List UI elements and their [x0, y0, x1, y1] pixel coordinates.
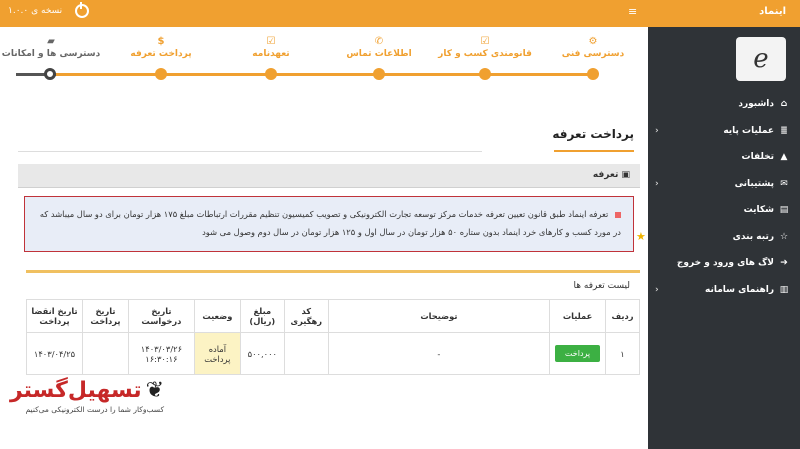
cell-pay-date — [83, 333, 129, 375]
tariff-alert — [24, 196, 634, 252]
step-dot — [587, 68, 599, 80]
step-technical-access[interactable] — [538, 36, 648, 59]
step-label: قانومندی کسب و کار — [438, 49, 532, 59]
cell-description: - — [328, 333, 549, 375]
cell-amount: ۵۰۰,۰۰۰ — [240, 333, 284, 375]
cell-status: آماده پرداخت — [194, 333, 240, 375]
table-row — [27, 333, 640, 375]
col-pay-date: تاریخ پرداخت — [83, 300, 129, 333]
cell-index: ۱ — [606, 333, 640, 375]
folder-icon: ▰ — [47, 36, 55, 47]
star-icon: ☆ — [779, 231, 789, 242]
sidebar-item-label: راهنمای سامانه — [705, 284, 774, 295]
panel-title-text: تعرفه — [592, 170, 619, 180]
sidebar-item-label: پشتیبانی — [734, 178, 774, 189]
chevron-left-icon: ‹ — [655, 125, 659, 136]
cell-expire-date: ۱۴۰۳/۰۴/۲۵ — [27, 333, 83, 375]
gears-icon: ⚙ — [588, 36, 598, 47]
col-tracking: کد رهگیری — [284, 300, 328, 333]
sidebar-item-label: عملیات پایه — [723, 125, 774, 136]
version-label — [8, 6, 62, 16]
cell-tracking — [284, 333, 328, 375]
step-business-legality[interactable] — [430, 36, 540, 59]
step-label: دسترسی ها و امکانات — [1, 49, 101, 59]
sidebar-item-ranking[interactable] — [636, 224, 800, 251]
sidebar-item-label: لاگ های ورود و خروج — [676, 258, 774, 269]
col-index: ردیف — [606, 300, 640, 333]
menu-icon[interactable]: ≡ — [628, 5, 638, 18]
step-label: اطلاعات تماس — [346, 49, 412, 59]
step-dot — [479, 68, 491, 80]
tariff-table — [26, 299, 640, 375]
bullet-icon — [615, 212, 621, 218]
col-actions: عملیات — [550, 300, 606, 333]
table-header-row — [27, 300, 640, 333]
step-label: تعهدنامه — [252, 49, 290, 59]
alert-line — [37, 205, 621, 223]
power-icon[interactable] — [75, 4, 89, 18]
col-amount: مبلغ (ریال) — [240, 300, 284, 333]
star-badge-icon: ★ — [636, 230, 646, 244]
step-dot — [155, 68, 167, 80]
step-access-features[interactable] — [0, 36, 106, 59]
step-dot — [373, 68, 385, 80]
warning-icon: ▲ — [780, 152, 788, 163]
version-text: نسخه ی ۱.۰.۰ — [8, 6, 63, 16]
checkbox-icon: ☑ — [266, 36, 276, 47]
tariff-list — [26, 270, 640, 374]
sidebar-item-system-guide[interactable] — [648, 277, 800, 304]
sidebar-item-label: رتبه بندی — [732, 231, 774, 242]
check-icon: ☑ — [480, 36, 490, 47]
money-icon: ▣ — [621, 170, 630, 180]
col-status: وضعیت — [194, 300, 240, 333]
request-date: ۱۴۰۳/۰۳/۲۶ — [140, 343, 183, 354]
tariff-panel-header — [18, 164, 640, 188]
sidebar-item-label: داشبورد — [738, 99, 774, 110]
phone-icon: ✆ — [374, 36, 384, 47]
home-icon: ⌂ — [780, 99, 788, 110]
sidebar-item-login-logs[interactable] — [648, 250, 800, 277]
step-label: دسترسی فنی — [561, 49, 625, 59]
file-icon: ▤ — [779, 205, 789, 216]
sidebar-nav — [636, 91, 800, 303]
cell-request-date — [128, 333, 194, 375]
panel-title — [593, 170, 630, 180]
step-dot-current — [44, 68, 56, 80]
sidebar-item-support[interactable] — [648, 171, 800, 198]
chat-icon: ✉ — [780, 178, 788, 189]
step-label: پرداخت تعرفه — [130, 49, 192, 59]
sidebar — [636, 27, 800, 449]
step-contact-info[interactable] — [324, 36, 434, 59]
step-commitment[interactable] — [216, 36, 326, 59]
list-title: لیست تعرفه ها — [573, 281, 630, 291]
sidebar-item-label: شکایت — [743, 205, 774, 216]
sidebar-item-complaint[interactable] — [648, 197, 800, 224]
top-bar — [0, 0, 800, 27]
page-title: پرداخت تعرفه — [552, 127, 634, 141]
steps-progress-line — [56, 73, 596, 76]
book-icon: ▥ — [779, 284, 789, 295]
chevron-left-icon: ‹ — [655, 284, 659, 295]
col-expire-date: تاریخ انقضا پرداخت — [27, 300, 83, 333]
watermark-name — [10, 378, 164, 403]
list-icon: ≣ — [780, 125, 788, 136]
step-payment[interactable] — [106, 36, 216, 59]
sidebar-item-dashboard[interactable] — [648, 91, 800, 118]
arrow-icon: ➔ — [780, 258, 788, 269]
sidebar-item-violations[interactable] — [648, 144, 800, 171]
butterfly-logo-icon: ❦ — [145, 378, 165, 403]
watermark-tagline: کسب‌وکار شما را درست الکترونیکی می‌کنیم — [25, 405, 165, 414]
brand-title: اینماد — [759, 6, 786, 17]
sidebar-item-label: تخلفات — [741, 152, 774, 163]
dollar-icon: $ — [157, 36, 165, 47]
request-time: ۱۶:۳۰:۱۶ — [145, 353, 178, 364]
watermark-name-text: تسهیل‌گستر — [10, 378, 142, 403]
sidebar-item-basic-operations[interactable] — [648, 118, 800, 145]
step-dot — [265, 68, 277, 80]
alert-text-1: تعرفه اینماد طبق قانون تعیین تعرفه خدمات مرکز توسعه تجارت الکترونیکی و تصویب کمیسیون تنظیم مقررات ارتباطات مبلغ ۱۷۵ هزار تومان برای دو سال میباشد که — [39, 209, 609, 219]
chevron-left-icon: ‹ — [655, 178, 659, 189]
progress-steps — [0, 27, 648, 79]
watermark-logo — [10, 378, 164, 414]
alert-text-2: در مورد کسب و کارهای خرد اینماد بدون ستاره ۵۰ هزار تومان در سال اول و ۱۲۵ هزار تومان در سال دوم وصول می شود — [202, 227, 621, 237]
e-logo-icon[interactable]: e — [736, 37, 786, 81]
pay-button[interactable]: پرداخت — [555, 345, 600, 362]
title-underline — [554, 150, 634, 152]
cell-actions — [550, 333, 606, 375]
col-request-date: تاریخ درخواست — [128, 300, 194, 333]
divider — [18, 151, 482, 152]
col-description: توضیحات — [328, 300, 549, 333]
